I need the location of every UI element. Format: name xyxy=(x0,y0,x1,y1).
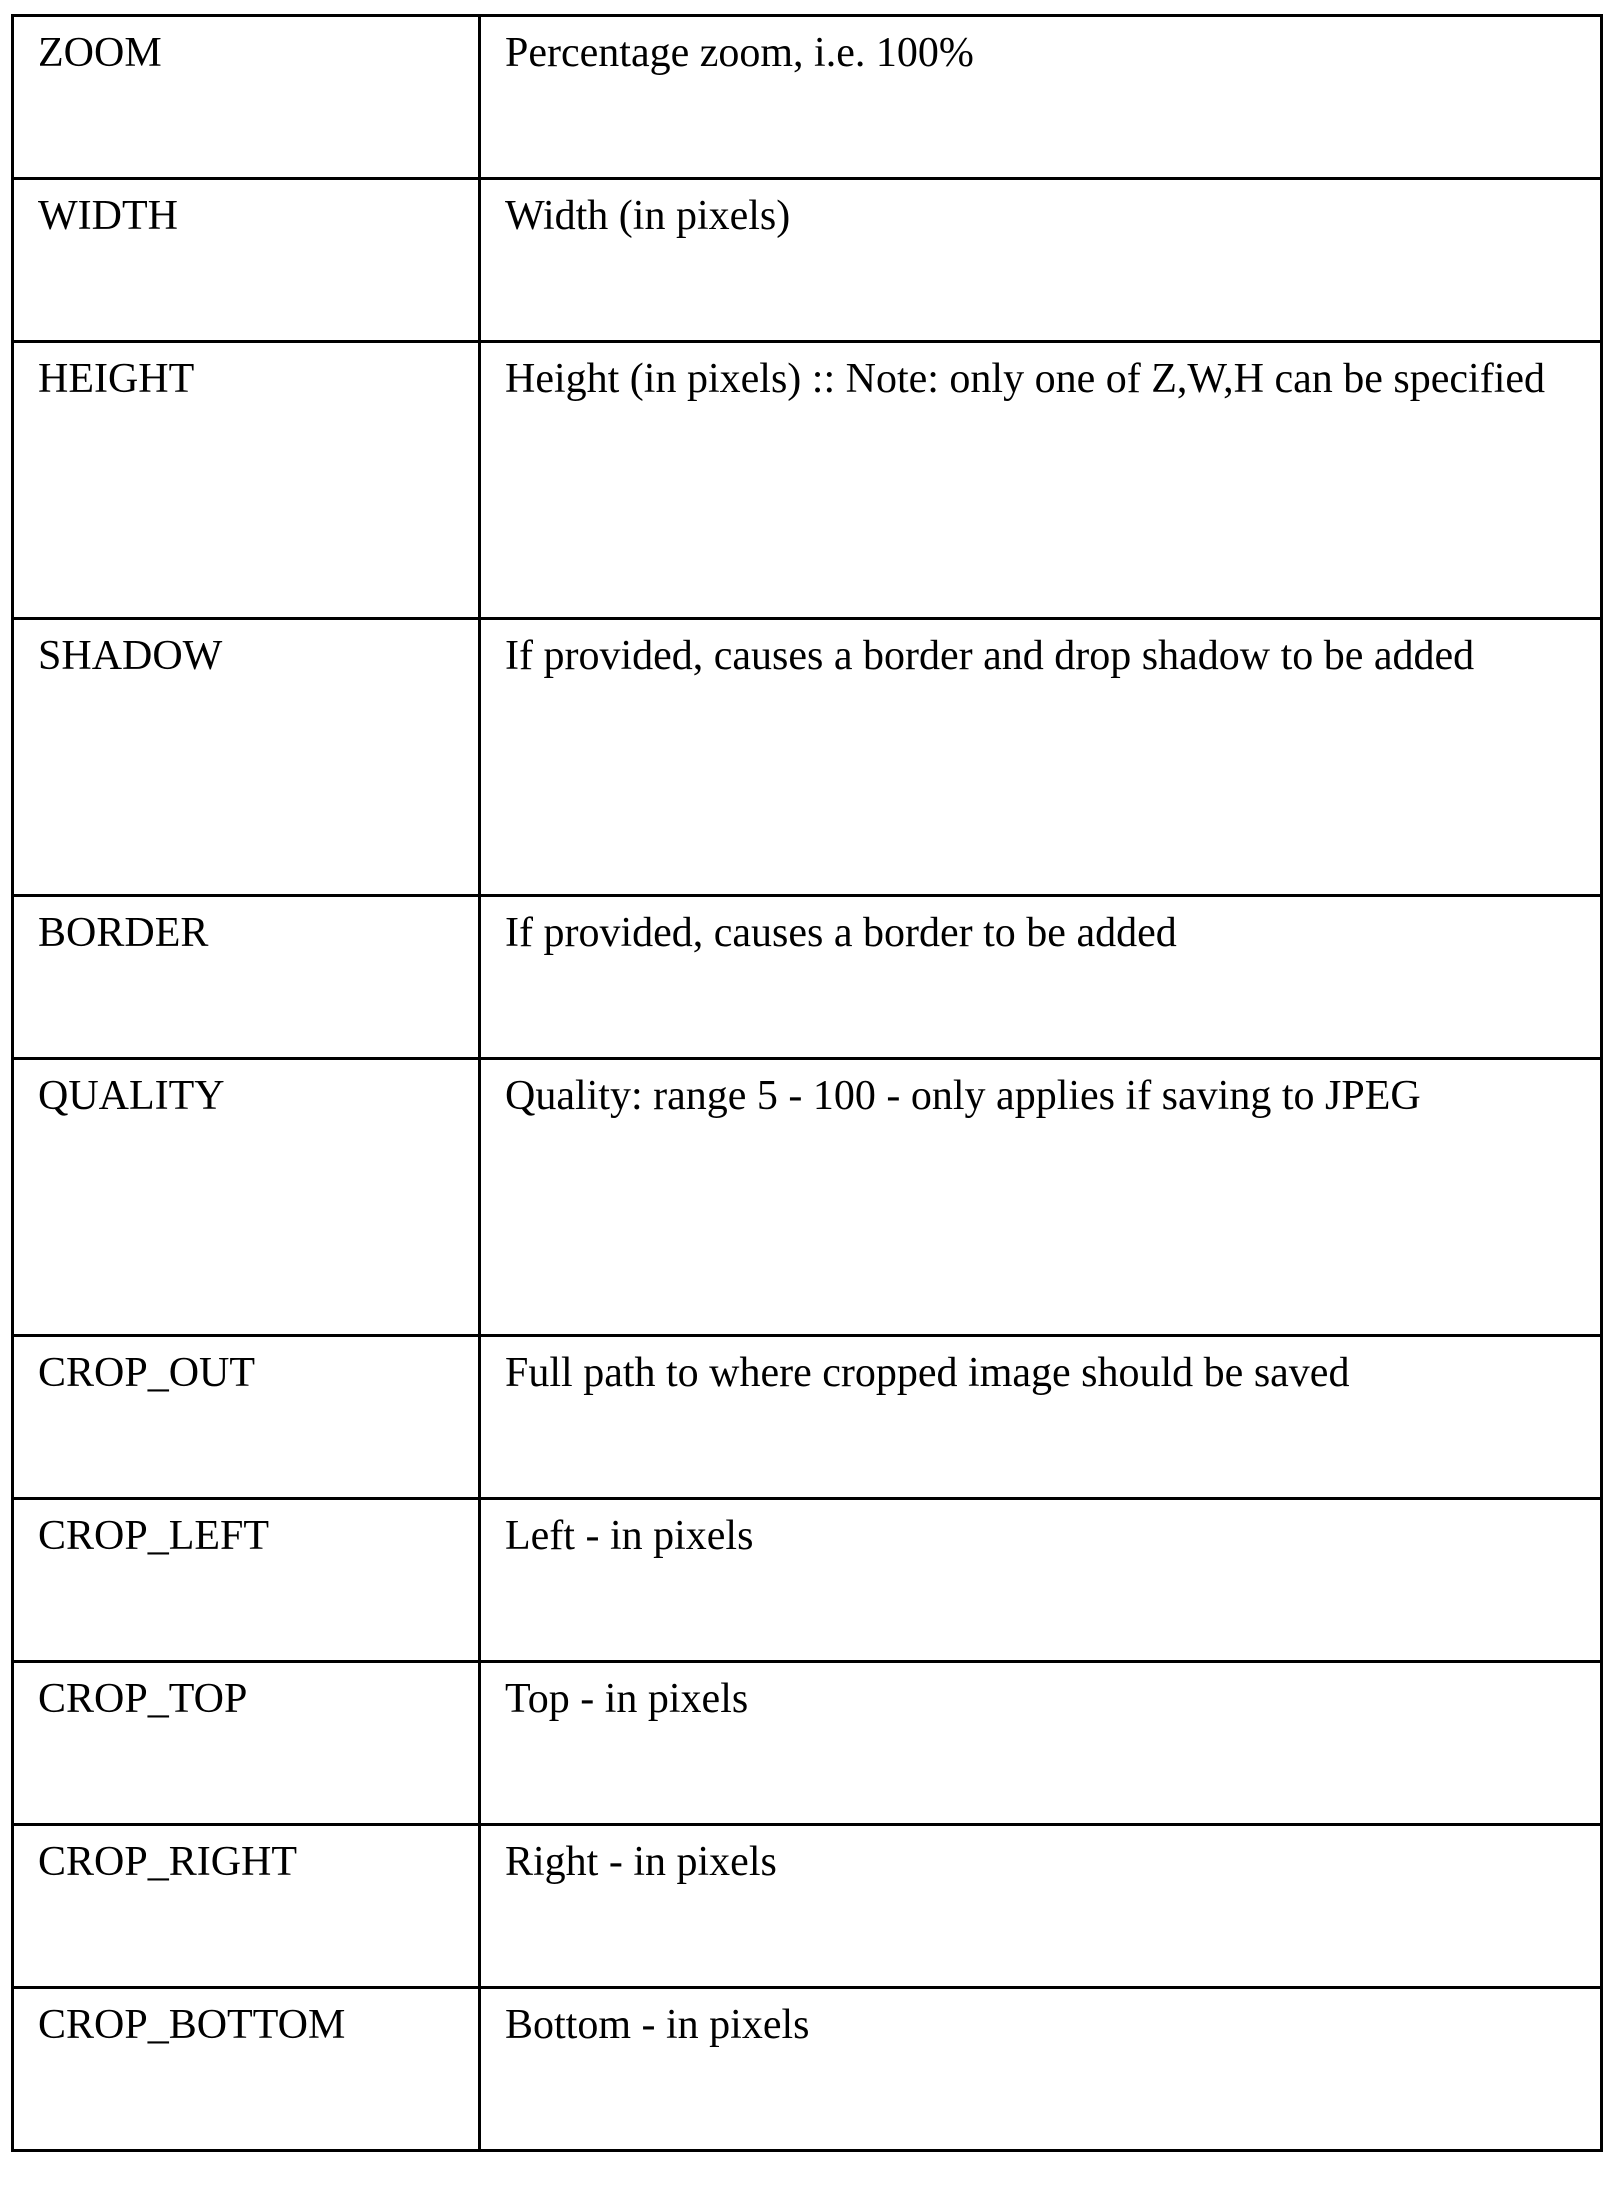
parameter-name-cell xyxy=(13,896,480,1059)
parameter-description: Quality: range 5 - 100 - only applies if saving to JPEG xyxy=(505,1040,1580,1152)
table-row xyxy=(13,179,1602,342)
parameter-name: SHADOW xyxy=(38,600,458,712)
table-row xyxy=(13,619,1602,896)
parameter-description: If provided, causes a border to be added xyxy=(505,877,1580,989)
parameter-description: If provided, causes a border and drop shadow to be added xyxy=(505,600,1580,712)
parameter-description-cell xyxy=(480,896,1602,1059)
table-row xyxy=(13,1988,1602,2151)
parameter-description: Full path to where cropped image should be saved xyxy=(505,1317,1580,1429)
parameter-description: Top - in pixels xyxy=(505,1643,1580,1755)
parameter-name-cell xyxy=(13,1662,480,1825)
parameter-name: CROP_BOTTOM xyxy=(38,1969,458,2081)
parameter-name-cell xyxy=(13,1499,480,1662)
table-row xyxy=(13,16,1602,179)
parameter-name-cell xyxy=(13,1336,480,1499)
parameter-description-cell xyxy=(480,1988,1602,2151)
parameter-description-cell xyxy=(480,1662,1602,1825)
parameter-name-cell xyxy=(13,179,480,342)
parameter-description-cell xyxy=(480,619,1602,896)
parameter-description-cell xyxy=(480,16,1602,179)
table-row xyxy=(13,342,1602,619)
parameter-description-cell xyxy=(480,1336,1602,1499)
parameter-name: HEIGHT xyxy=(38,323,458,435)
parameter-name: CROP_LEFT xyxy=(38,1480,458,1592)
parameter-name: CROP_TOP xyxy=(38,1643,458,1755)
table-row xyxy=(13,896,1602,1059)
parameter-name: WIDTH xyxy=(38,160,458,272)
parameter-name-cell xyxy=(13,619,480,896)
parameter-name-cell xyxy=(13,16,480,179)
parameter-description-cell xyxy=(480,1499,1602,1662)
parameter-name: CROP_OUT xyxy=(38,1317,458,1429)
parameter-description: Right - in pixels xyxy=(505,1806,1580,1918)
parameter-name: QUALITY xyxy=(38,1040,458,1152)
parameter-table xyxy=(11,14,1603,2152)
table-row xyxy=(13,1662,1602,1825)
parameter-description: Height (in pixels) :: Note: only one of Z,W,H can be specified xyxy=(505,323,1580,435)
table-row xyxy=(13,1059,1602,1336)
parameter-description: Percentage zoom, i.e. 100% xyxy=(505,0,1580,109)
table-row xyxy=(13,1825,1602,1988)
table-row xyxy=(13,1499,1602,1662)
parameter-table-body xyxy=(13,16,1602,2151)
parameter-name-cell xyxy=(13,1059,480,1336)
parameter-name: BORDER xyxy=(38,877,458,989)
parameter-description: Width (in pixels) xyxy=(505,160,1580,272)
parameter-description-cell xyxy=(480,179,1602,342)
parameter-description-cell xyxy=(480,1825,1602,1988)
parameter-description-cell xyxy=(480,342,1602,619)
parameter-name: CROP_RIGHT xyxy=(38,1806,458,1918)
parameter-description: Bottom - in pixels xyxy=(505,1969,1580,2081)
parameter-name-cell xyxy=(13,342,480,619)
parameter-name: ZOOM xyxy=(38,0,458,109)
parameter-description-cell xyxy=(480,1059,1602,1336)
parameter-description: Left - in pixels xyxy=(505,1480,1580,1592)
table-row xyxy=(13,1336,1602,1499)
parameter-name-cell xyxy=(13,1988,480,2151)
parameter-name-cell xyxy=(13,1825,480,1988)
